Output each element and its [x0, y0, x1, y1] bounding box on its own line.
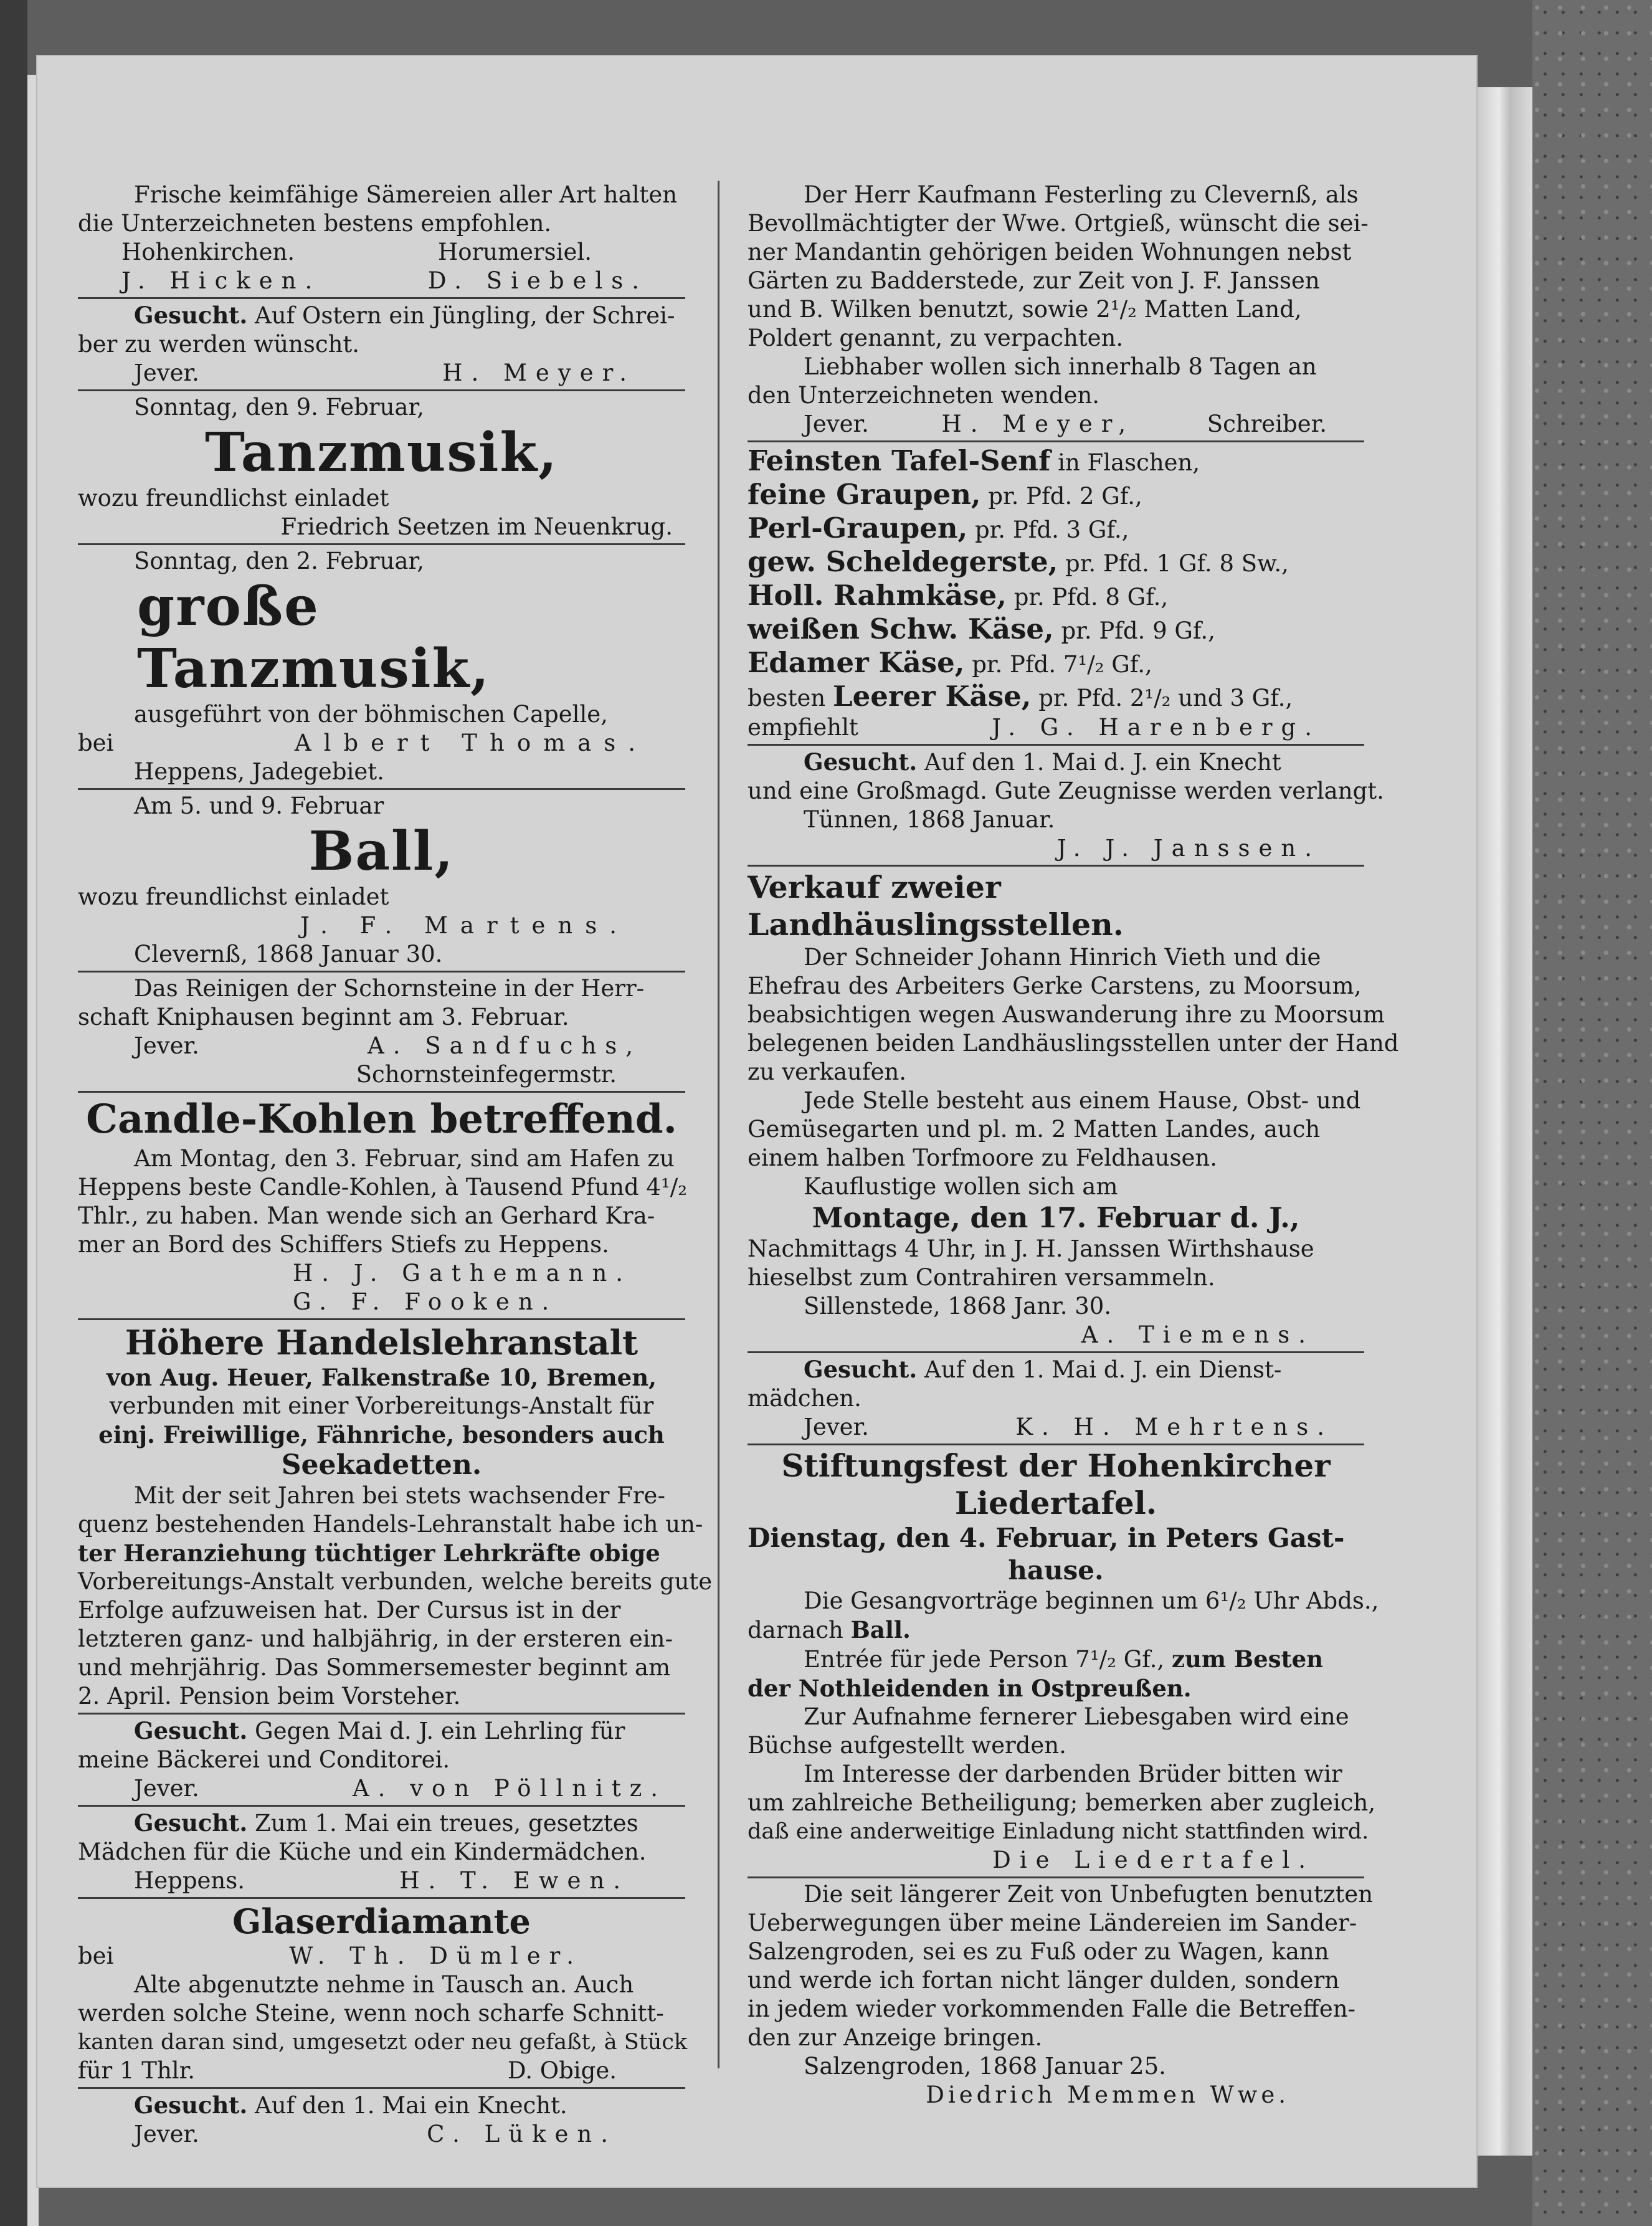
- ad-verpachtung: [748, 181, 1369, 439]
- ad-signature: A. von Pöllnitz.: [352, 1775, 667, 1802]
- ad-text-line: einem halben Torfmoore zu Feldhausen.: [748, 1144, 1217, 1171]
- ad-place: Horumersiel.: [437, 239, 592, 265]
- ad-text-line: und werde ich fortan nicht länger dulden, sondern: [748, 1967, 1340, 1994]
- ad-signature: K. H. Mehrtens.: [1015, 1414, 1333, 1440]
- product-detail: pr. Pfd. 3 Gf.,: [967, 516, 1129, 543]
- ad-tanzmusik-2: [78, 547, 685, 786]
- ad-gesucht-grossmagd: [748, 748, 1384, 863]
- ad-text: Entrée für jede Person 7¹/₂ Gf.,: [804, 1646, 1172, 1673]
- ad-text-line: und mehrjährig. Das Sommersemester beginnt am: [78, 1654, 671, 1681]
- separator-rule: [748, 1876, 1364, 1878]
- ad-signature: C. Lüken.: [427, 2121, 617, 2148]
- ad-gesucht-lehrling: [78, 1716, 685, 1803]
- ad-signature: J. G. Harenberg.: [992, 714, 1321, 741]
- ad-place: Tünnen, 1868 Januar.: [804, 806, 1055, 833]
- ad-text-line: verbunden mit einer Vorbereitungs-Anstalt für: [109, 1392, 654, 1419]
- ad-text: Gegen Mai d. J. ein Lehrling für: [255, 1718, 625, 1744]
- ad-text: Auf den 1. Mai d. J. ein Knecht: [924, 749, 1281, 776]
- ad-ball: [78, 792, 685, 969]
- ad-signature: D. Obige.: [507, 2057, 617, 2084]
- ad-text-line: beabsichtigen wegen Auswanderung ihre zu Moorsum: [748, 1001, 1385, 1028]
- ad-text-line: ter Heranziehung tüchtiger Lehrkräfte obige: [78, 1539, 660, 1567]
- separator-rule: [748, 440, 1364, 442]
- ad-text-line: 2. April. Pension beim Vorsteher.: [78, 1683, 461, 1710]
- ad-title: Glaserdiamante: [232, 1901, 531, 1941]
- ad-text-line: von Aug. Heuer, Falkenstraße 10, Bremen,: [106, 1364, 657, 1391]
- ad-place: Heppens.: [134, 1867, 245, 1894]
- product-name: Feinsten Tafel-Senf: [748, 444, 1051, 477]
- ad-heading: Gesucht.: [804, 748, 918, 776]
- ad-place: Jever.: [804, 1414, 869, 1440]
- ad-gesucht-knecht: [78, 2091, 685, 2149]
- ad-signature: H. Meyer,: [941, 411, 1135, 437]
- ad-text-line: quenz bestehenden Handels-Lehranstalt habe ich un-: [78, 1511, 703, 1538]
- ad-place: Sillenstede, 1868 Janr. 30.: [804, 1293, 1112, 1320]
- ad-text-line: Die Gesangvorträge beginnen um 6¹/₂ Uhr Abds.,: [804, 1587, 1379, 1614]
- scan-background-right: [1532, 0, 1652, 2226]
- ad-tanzmusik-1: [78, 393, 685, 541]
- ad-title: Ball,: [308, 820, 455, 883]
- ad-signature: A. Tiemens.: [1081, 1321, 1314, 1348]
- ad-signature-row: [748, 410, 1364, 439]
- ad-text-line: hieselbst zum Contrahiren versammeln.: [748, 1264, 1215, 1291]
- ad-gesucht-maedchen: [78, 1809, 685, 1895]
- product-name: gew. Scheldegerste,: [748, 545, 1058, 578]
- ad-title: Tanzmusik,: [205, 421, 558, 484]
- ad-signature: Albert Thomas.: [294, 730, 648, 756]
- ad-warning: [748, 1880, 1374, 2109]
- ad-text-line: belegenen beiden Landhäuslingsstellen unter der Hand: [748, 1030, 1399, 1057]
- ad-text-line: Gärten zu Badderstede, zur Zeit von J. F. Janssen: [748, 267, 1320, 294]
- ad-title: Verkauf zweier Landhäuslingsstellen.: [748, 869, 1124, 943]
- left-column: [78, 125, 713, 2149]
- ad-signature-row: [78, 1032, 685, 1060]
- ad-seeds: [78, 181, 685, 295]
- ad-text-line: zu verkaufen.: [748, 1058, 907, 1085]
- ad-title: große Tanzmusik,: [137, 575, 490, 700]
- ad-signature-row: [748, 1413, 1364, 1442]
- separator-rule: [78, 1713, 685, 1715]
- ad-place: Salzengroden, 1868 Januar 25.: [804, 2053, 1166, 2080]
- ad-glaserdiamante: [78, 1901, 688, 2085]
- ad-gesucht-dienstmaedchen: [748, 1355, 1364, 1442]
- ad-text-line: Kauflustige wollen sich am: [804, 1173, 1118, 1200]
- separator-rule: [748, 865, 1364, 867]
- ad-candle-kohlen: [78, 1095, 688, 1316]
- product-prefix: besten: [748, 685, 833, 711]
- ad-text-line: der Nothleidenden in Ostpreußen.: [748, 1675, 1192, 1702]
- ad-text-line: Vorbereitungs-Anstalt verbunden, welche bereits gute: [78, 1568, 713, 1595]
- ad-date-highlight: Montage, den 17. Februar d. J.,: [812, 1201, 1300, 1234]
- ad-text-line: wozu freundlichst einladet: [78, 883, 389, 910]
- separator-rule: [78, 1805, 685, 1807]
- ad-heading: Gesucht.: [134, 302, 248, 329]
- ad-text-line: Salzengroden, sei es zu Fuß oder zu Wagen, kann: [748, 1938, 1329, 1965]
- ad-signature: D. Siebels.: [427, 267, 648, 294]
- ad-place: Jever.: [804, 411, 869, 437]
- ad-text-line: den Unterzeichneten wenden.: [748, 382, 1100, 409]
- ad-text: für 1 Thlr.: [78, 2057, 195, 2084]
- ad-heading: Gesucht.: [134, 1717, 248, 1744]
- ad-place: Jever.: [134, 359, 199, 386]
- ad-heading: Gesucht.: [134, 1809, 248, 1837]
- separator-rule: [78, 971, 685, 973]
- ad-text-line: schaft Kniphausen beginnt am 3. Februar.: [78, 1004, 569, 1030]
- ad-signature-title: Schreiber.: [1207, 411, 1327, 437]
- ad-signature-row: [78, 267, 685, 295]
- ad-heading: Gesucht.: [804, 1356, 918, 1383]
- product-detail: pr. Pfd. 8 Gf.,: [1006, 584, 1169, 611]
- ad-text-line: und B. Wilken benutzt, sowie 2¹/₂ Matten Land,: [748, 296, 1302, 323]
- ad-text-line: Alte abgenutzte nehme in Tausch an. Auch: [134, 1971, 634, 1998]
- ad-text: bei: [78, 1943, 114, 1969]
- ad-signature: H. Meyer.: [442, 359, 635, 386]
- separator-rule: [78, 543, 685, 545]
- product-detail: pr. Pfd. 2 Gf.,: [980, 483, 1142, 510]
- ad-signature-row: [78, 729, 685, 758]
- product-name: feine Graupen,: [748, 478, 981, 511]
- ad-gesucht-schreiber: [78, 301, 685, 388]
- ad-text-line: kanten daran sind, umgesetzt oder neu gefaßt, à Stück: [78, 2030, 688, 2055]
- ad-text-line: Poldert genannt, zu verpachten.: [748, 325, 1124, 351]
- ad-text-line: daß eine anderweitige Einladung nicht stattfinden wird.: [748, 1819, 1369, 1844]
- ad-heading: Gesucht.: [134, 2091, 248, 2119]
- product-detail: pr. Pfd. 9 Gf.,: [1053, 617, 1215, 644]
- ad-text-line: den zur Anzeige bringen.: [748, 2024, 1043, 2051]
- ad-text-bold: zum Besten: [1171, 1645, 1324, 1673]
- scan-background-left: [0, 0, 27, 2226]
- ad-text-line: ner Mandantin gehörigen beiden Wohnungen nebst: [748, 239, 1352, 265]
- ad-signature: J. F. Martens.: [300, 912, 629, 939]
- ad-text-line: meine Bäckerei und Conditorei.: [78, 1746, 450, 1773]
- ad-text-line: Mit der seit Jahren bei stets wachsender Fre-: [134, 1482, 665, 1509]
- ad-text-line: ausgeführt von der böhmischen Capelle,: [134, 701, 608, 728]
- product-name: Leerer Käse,: [832, 680, 1032, 713]
- ad-text-line: Frische keimfähige Sämereien aller Art halten: [134, 181, 678, 208]
- ad-text-line: einj. Freiwillige, Fähnriche, besonders auch: [98, 1421, 665, 1448]
- ad-signature: H. J. Gathemann.: [293, 1260, 632, 1287]
- ad-text-line: Ueberwegungen über meine Ländereien im Sander-: [748, 1910, 1357, 1936]
- separator-rule: [748, 1351, 1364, 1353]
- ad-title: Höhere Handelslehranstalt: [125, 1323, 638, 1363]
- ad-date-highlight: hause.: [1008, 1555, 1104, 1586]
- ad-text-line: Mädchen für die Küche und ein Kindermädchen.: [78, 1838, 647, 1865]
- ad-signature-row: [78, 1942, 685, 1971]
- ad-text: Auf den 1. Mai ein Knecht.: [255, 2092, 567, 2119]
- page-stack-edge: [1476, 87, 1532, 2156]
- ad-date: Am 5. und 9. Februar: [134, 792, 384, 819]
- ad-stiftungsfest: [748, 1447, 1379, 1875]
- ad-text-line: Bevollmächtigter der Wwe. Ortgieß, wünscht die sei-: [748, 210, 1369, 237]
- ad-signature-row: [78, 2057, 685, 2085]
- separator-rule: [78, 389, 685, 391]
- column-divider: [718, 181, 719, 2068]
- product-detail: pr. Pfd. 1 Gf. 8 Sw.,: [1058, 550, 1289, 577]
- ad-signature-title: Schornsteinfegermstr.: [356, 1061, 617, 1088]
- ad-text: empfiehlt: [748, 714, 858, 741]
- ad-title: Stiftungsfest der Hohenkircher: [781, 1447, 1331, 1484]
- ad-handelslehranstalt: [78, 1322, 713, 1711]
- ad-text-line: die Unterzeichneten bestens empfohlen.: [78, 210, 552, 237]
- ad-text-line: um zahlreiche Betheiligung; bemerken aber zugleich,: [748, 1789, 1376, 1816]
- separator-rule: [748, 744, 1364, 746]
- ad-place: Heppens, Jadegebiet.: [134, 758, 384, 785]
- ad-groceries: [748, 444, 1364, 742]
- separator-rule: [78, 1897, 685, 1899]
- ad-text: Auf den 1. Mai d. J. ein Dienst-: [924, 1356, 1282, 1383]
- ad-text: bei: [78, 730, 114, 756]
- ad-signature: Die Liedertafel.: [992, 1847, 1314, 1873]
- ad-signature: Friedrich Seetzen im Neuenkrug.: [280, 513, 673, 540]
- ad-signature: J. Hicken.: [121, 267, 321, 294]
- ad-subtitle: Seekadetten.: [281, 1449, 482, 1481]
- product-detail: pr. Pfd. 7¹/₂ Gf.,: [964, 651, 1152, 678]
- ad-text-line: Liebhaber wollen sich innerhalb 8 Tagen an: [804, 353, 1317, 380]
- ad-signature: G. F. Fooken.: [293, 1288, 558, 1315]
- ad-text-line: und eine Großmagd. Gute Zeugnisse werden verlangt.: [748, 778, 1384, 804]
- ad-date: Sonntag, den 9. Februar,: [134, 394, 424, 421]
- separator-rule: [78, 297, 685, 299]
- ad-text-line: Nachmittags 4 Uhr, in J. H. Janssen Wirthshause: [748, 1235, 1314, 1262]
- ad-text-line: mädchen.: [748, 1385, 862, 1412]
- ad-signature: Diedrich Memmen Wwe.: [926, 2081, 1289, 2108]
- ad-place: Jever.: [134, 1775, 199, 1802]
- ad-place: Jever.: [134, 1032, 199, 1059]
- ad-signature: W. Th. Dümler.: [289, 1943, 582, 1969]
- ad-text-line: Heppens beste Candle-Kohlen, à Tausend Pfund 4¹/₂: [78, 1174, 688, 1201]
- separator-rule: [78, 788, 685, 790]
- ad-place-row: [78, 238, 685, 267]
- product-name: Holl. Rahmkäse,: [748, 579, 1007, 612]
- ad-text-line: Jede Stelle besteht aus einem Hause, Obst- und: [804, 1087, 1361, 1114]
- ad-text-line: werden solche Steine, wenn noch scharfe Schnitt-: [78, 2000, 664, 2027]
- product-detail: in Flaschen,: [1050, 449, 1200, 476]
- product-name: Perl-Graupen,: [748, 511, 968, 545]
- ad-text-line: Der Herr Kaufmann Festerling zu Clevernß, als: [804, 181, 1359, 208]
- ad-date: Sonntag, den 2. Februar,: [134, 548, 424, 574]
- ad-text-line: Das Reinigen der Schornsteine in der Herr-: [134, 975, 645, 1002]
- ad-text-line: Ehefrau des Arbeiters Gerke Carstens, zu Moorsum,: [748, 973, 1362, 999]
- separator-rule: [78, 2087, 685, 2089]
- ad-title: Candle-Kohlen betreffend.: [86, 1096, 677, 1143]
- ad-text-line: Gemüsegarten und pl. m. 2 Matten Landes, auch: [748, 1116, 1321, 1143]
- ad-signature: A. Sandfuchs,: [368, 1032, 642, 1059]
- ad-signature: J. J. Janssen.: [1056, 835, 1321, 862]
- ad-place: Clevernß, 1868 Januar 30.: [134, 941, 443, 968]
- separator-rule: [78, 1091, 685, 1093]
- ad-text-line: in jedem wieder vorkommenden Falle die Betreffen-: [748, 1995, 1356, 2022]
- ad-date-highlight: Dienstag, den 4. Februar, in Peters Gast-: [748, 1523, 1345, 1553]
- ad-title: Liedertafel.: [954, 1485, 1157, 1521]
- ad-text-line: Der Schneider Johann Hinrich Vieth und die: [804, 944, 1321, 971]
- product-name: weißen Schw. Käse,: [748, 612, 1054, 645]
- ad-chimney: [78, 974, 685, 1089]
- ad-signature-row: [78, 1774, 685, 1803]
- separator-rule: [748, 1444, 1364, 1445]
- ad-text-line: Im Interesse der darbenden Brüder bitten wir: [804, 1761, 1342, 1787]
- ad-signature-row: [78, 359, 685, 388]
- ad-signature-row: [78, 1867, 685, 1895]
- right-column: [748, 125, 1399, 2109]
- ad-place: Jever.: [134, 2121, 199, 2148]
- ad-text-line: Zur Aufnahme fernerer Liebesgaben wird eine: [804, 1703, 1349, 1730]
- ad-text-line: wozu freundlichst einladet: [78, 485, 389, 511]
- ad-signature-row: [748, 713, 1364, 742]
- ad-text-line: Büchse aufgestellt werden.: [748, 1732, 1066, 1759]
- ad-text: darnach: [748, 1617, 851, 1643]
- ad-text-bold: Ball.: [850, 1616, 911, 1643]
- ad-text-line: Erfolge aufzuweisen hat. Der Cursus ist in der: [78, 1597, 621, 1624]
- ad-text-line: Thlr., zu haben. Man wende sich an Gerhard Kra-: [78, 1202, 655, 1229]
- product-detail: pr. Pfd. 2¹/₂ und 3 Gf.,: [1031, 685, 1293, 711]
- ad-text-line: Am Montag, den 3. Februar, sind am Hafen zu: [134, 1145, 675, 1172]
- ad-text-line: mer an Bord des Schiffers Stiefs zu Heppens.: [78, 1231, 609, 1258]
- ad-place: Hohenkirchen.: [121, 239, 295, 265]
- ad-signature: H. T. Ewen.: [399, 1867, 629, 1894]
- product-name: Edamer Käse,: [748, 646, 965, 679]
- separator-rule: [78, 1318, 685, 1320]
- ad-text-line: Die seit längerer Zeit von Unbefugten benutzten: [804, 1881, 1374, 1908]
- ad-signature-row: [78, 2120, 685, 2149]
- ad-landhaeuslingsstellen: [748, 868, 1399, 1349]
- ad-text: Zum 1. Mai ein treues, gesetztes: [255, 1810, 638, 1837]
- ad-text-line: letzteren ganz- und halbjährig, in der ersteren ein-: [78, 1625, 673, 1652]
- ad-text: Auf Ostern ein Jüngling, der Schrei-: [255, 302, 675, 329]
- ad-text-line: ber zu werden wünscht.: [78, 331, 360, 358]
